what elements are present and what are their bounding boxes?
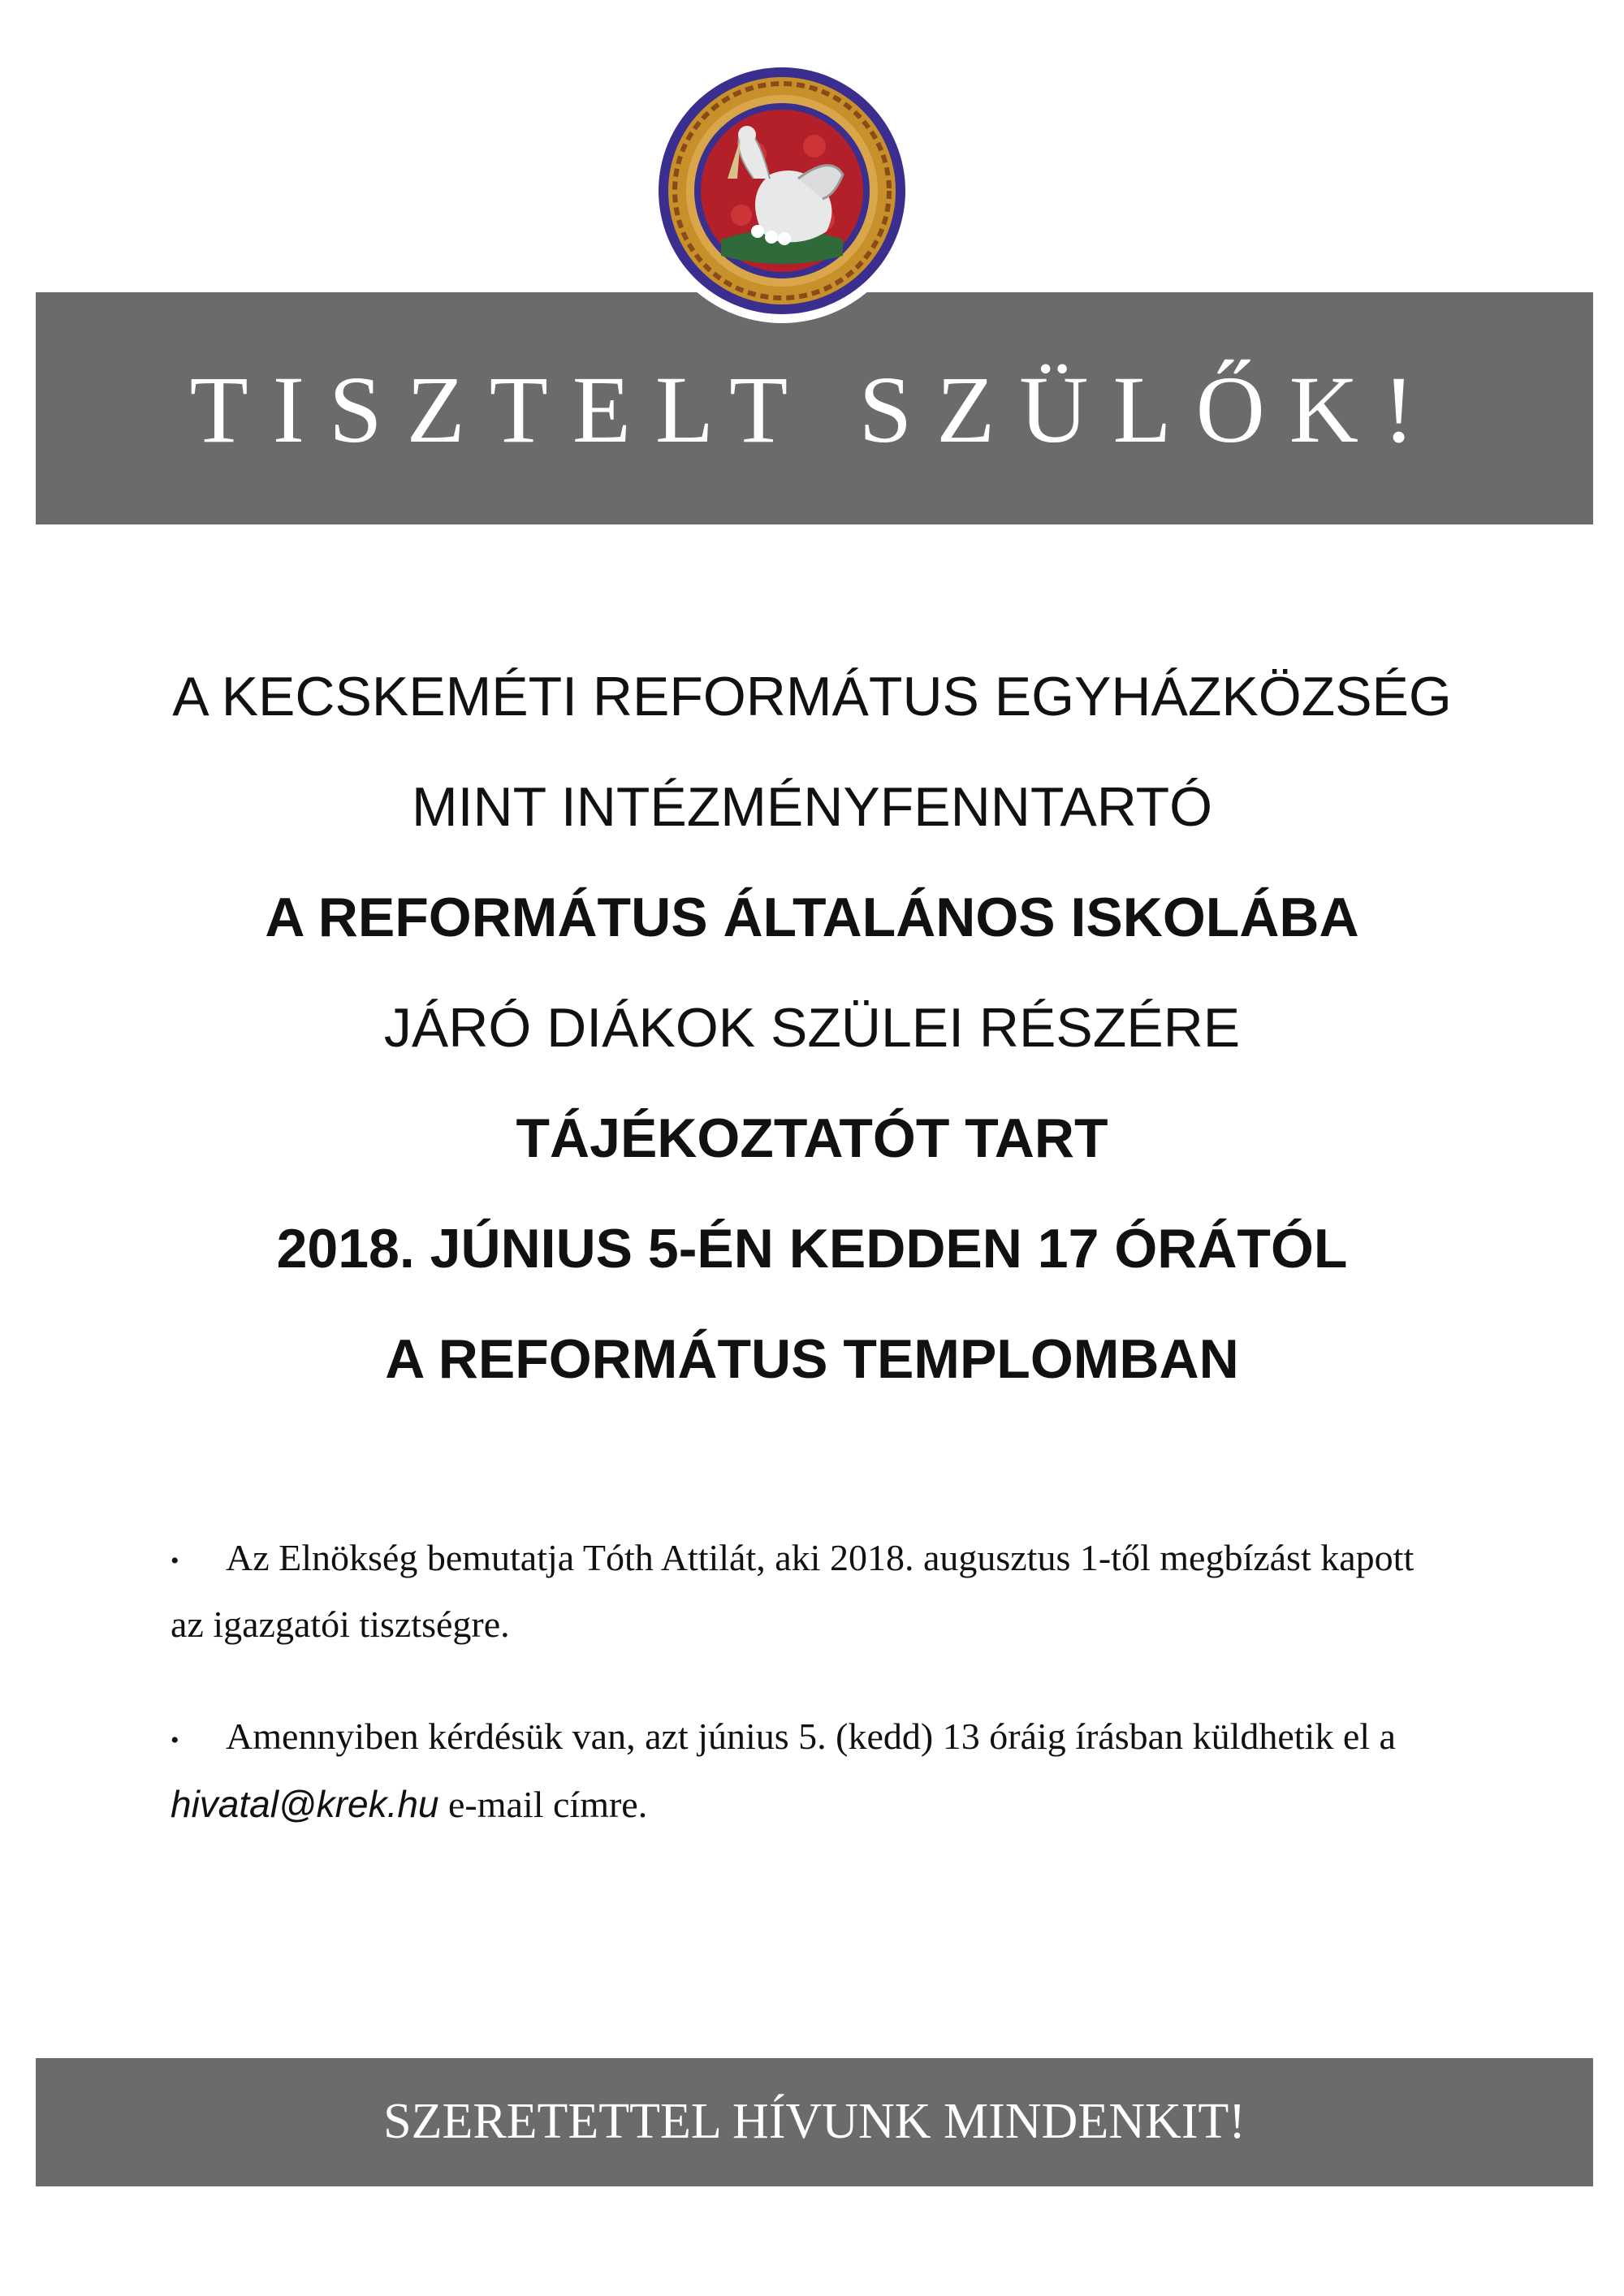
pelican-stained-glass-emblem-icon — [648, 57, 916, 325]
email-link[interactable]: hivatal@krek.hu — [171, 1782, 439, 1825]
bullet-icon: • — [171, 1547, 179, 1575]
main-announcement — [0, 641, 1624, 1414]
bullet-text: Amennyiben kérdésük van, azt június 5. (kedd) 13 óráig írásban küldhetik el a — [226, 1716, 1396, 1758]
page-title: TISZTELT SZÜLŐK! — [189, 356, 1440, 463]
announcement-line: MINT INTÉZMÉNYFENNTARTÓ — [412, 776, 1212, 838]
bullet-list — [171, 1526, 1437, 1885]
announcement-line-bold: A REFORMÁTUS ÁLTALÁNOS ISKOLÁBA — [265, 887, 1359, 948]
bullet-text: e-mail címre. — [438, 1783, 648, 1825]
header-banner — [36, 292, 1593, 524]
event-date-line: 2018. JÚNIUS 5-ÉN KEDDEN 17 ÓRÁTÓL — [276, 1218, 1348, 1280]
announcement-line: JÁRÓ DIÁKOK SZÜLEI RÉSZÉRE — [383, 997, 1241, 1059]
list-item — [171, 1526, 1437, 1656]
announcement-line: A KECSKEMÉTI REFORMÁTUS EGYHÁZKÖZSÉG — [172, 666, 1452, 727]
bullet-icon: • — [171, 1726, 179, 1754]
bullet-text: Az Elnökség bemutatja Tóth Attilát, aki 2018. augusztus 1-től megbízást kapott az igazgatói tisztségre. — [171, 1537, 1415, 1646]
announcement-line-bold: TÁJÉKOZTATÓT TART — [516, 1107, 1108, 1169]
list-item — [171, 1705, 1437, 1836]
footer-banner — [36, 2058, 1593, 2186]
footer-invitation: SZERETETTEL HÍVUNK MINDENKIT! — [383, 2094, 1246, 2149]
event-location-line: A REFORMÁTUS TEMPLOMBAN — [385, 1328, 1239, 1390]
